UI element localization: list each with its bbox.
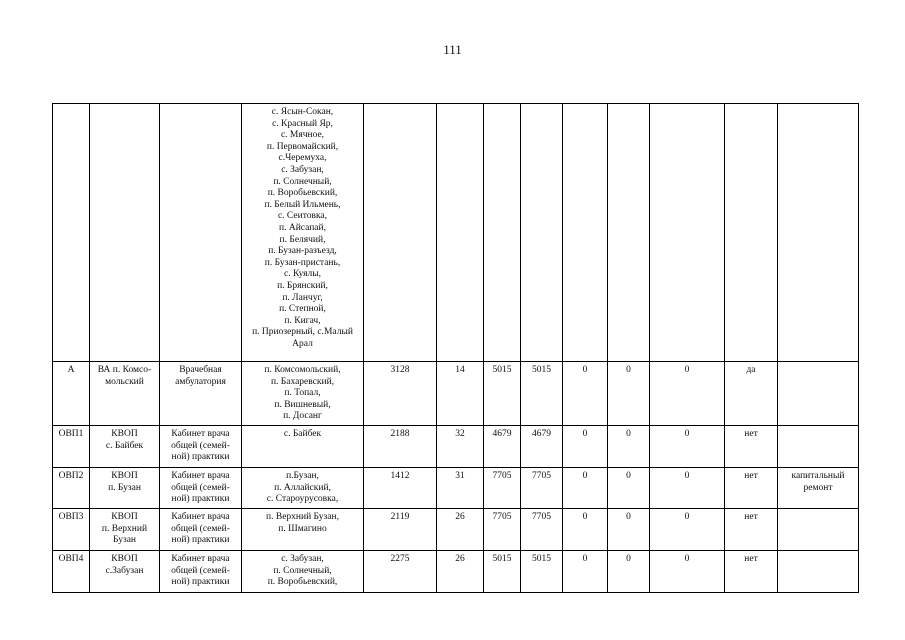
cell-c5 <box>650 104 725 362</box>
cell-type <box>160 104 242 362</box>
cell-code: ОВП1 <box>53 426 90 468</box>
cell-c1 <box>484 104 521 362</box>
table-row <box>53 551 859 593</box>
cell-population: 3128 <box>364 362 437 426</box>
table-row <box>53 104 859 362</box>
cell-c2: 7705 <box>521 509 563 551</box>
cell-note <box>778 509 859 551</box>
cell-note <box>778 426 859 468</box>
cell-c1: 7705 <box>484 509 521 551</box>
cell-c4: 0 <box>608 426 650 468</box>
table-row <box>53 468 859 509</box>
cell-name: КВОП с.Забузан <box>90 551 160 593</box>
cell-name: КВОП с. Байбек <box>90 426 160 468</box>
cell-population: 2275 <box>364 551 437 593</box>
cell-visits <box>437 104 484 362</box>
cell-code: ОВП3 <box>53 509 90 551</box>
cell-visits: 26 <box>437 509 484 551</box>
cell-population: 1412 <box>364 468 437 509</box>
cell-flag <box>725 104 778 362</box>
cell-c1: 5015 <box>484 551 521 593</box>
cell-c3: 0 <box>563 426 608 468</box>
cell-visits: 26 <box>437 551 484 593</box>
cell-c3: 0 <box>563 468 608 509</box>
cell-c2: 5015 <box>521 551 563 593</box>
cell-name: КВОП п. Верхний Бузан <box>90 509 160 551</box>
cell-c5: 0 <box>650 468 725 509</box>
cell-code: А <box>53 362 90 426</box>
cell-flag: нет <box>725 509 778 551</box>
table-row <box>53 509 859 551</box>
cell-flag: нет <box>725 468 778 509</box>
cell-c4: 0 <box>608 468 650 509</box>
cell-c5: 0 <box>650 551 725 593</box>
cell-settlements: с. Забузан, п. Солнечный, п. Воробьевский, <box>242 551 364 593</box>
cell-c3: 0 <box>563 509 608 551</box>
table-row <box>53 362 859 426</box>
cell-note <box>778 104 859 362</box>
cell-note <box>778 551 859 593</box>
cell-note <box>778 362 859 426</box>
cell-name <box>90 104 160 362</box>
cell-c4: 0 <box>608 362 650 426</box>
cell-c1: 5015 <box>484 362 521 426</box>
cell-visits: 31 <box>437 468 484 509</box>
cell-code: ОВП2 <box>53 468 90 509</box>
cell-settlements: с. Ясын-Сокан, с. Красный Яр, с. Мячное, п. Первомайский, с.Черемуха, с. Забузан, п. Солнечный, п. Воробьевский, п. Белый Ильмень, с. Сеитовка, п. Айсапай, п. Белячий, п. Бузан-разъезд, п. Бузан-пристань, с. Куялы, п. Брянский, п. Ланчуг, п. Степной, п. Кигач, п. Приозерный, с.Малый Арал <box>242 104 364 362</box>
cell-settlements: п.Бузан, п. Аллайский, с. Староурусовка, <box>242 468 364 509</box>
cell-type: Кабинет врача общей (семей- ной) практики <box>160 426 242 468</box>
table-row <box>53 426 859 468</box>
cell-note: капитальный ремонт <box>778 468 859 509</box>
cell-flag: нет <box>725 551 778 593</box>
cell-c2: 7705 <box>521 468 563 509</box>
cell-c2: 4679 <box>521 426 563 468</box>
cell-c1: 7705 <box>484 468 521 509</box>
cell-c1: 4679 <box>484 426 521 468</box>
cell-c2 <box>521 104 563 362</box>
cell-settlements: п. Комсомольский, п. Бахаревский, п. Топал, п. Вишневый, п. Досанг <box>242 362 364 426</box>
cell-c4: 0 <box>608 551 650 593</box>
cell-settlements: с. Байбек <box>242 426 364 468</box>
cell-c5: 0 <box>650 509 725 551</box>
table-body <box>53 104 859 593</box>
page-number: 111 <box>443 42 462 57</box>
cell-c3: 0 <box>563 551 608 593</box>
cell-visits: 14 <box>437 362 484 426</box>
cell-c5: 0 <box>650 426 725 468</box>
cell-type: Кабинет врача общей (семей- ной) практики <box>160 468 242 509</box>
cell-type: Кабинет врача общей (семей- ной) практики <box>160 551 242 593</box>
cell-c3 <box>563 104 608 362</box>
cell-type: Врачебная амбулатория <box>160 362 242 426</box>
cell-name: КВОП п. Бузан <box>90 468 160 509</box>
cell-c2: 5015 <box>521 362 563 426</box>
cell-c5: 0 <box>650 362 725 426</box>
cell-c4 <box>608 104 650 362</box>
cell-name: ВА п. Комсо- мольский <box>90 362 160 426</box>
cell-c3: 0 <box>563 362 608 426</box>
cell-flag: да <box>725 362 778 426</box>
cell-code <box>53 104 90 362</box>
cell-code: ОВП4 <box>53 551 90 593</box>
facilities-table <box>52 103 859 593</box>
cell-population <box>364 104 437 362</box>
cell-population: 2119 <box>364 509 437 551</box>
cell-flag: нет <box>725 426 778 468</box>
cell-visits: 32 <box>437 426 484 468</box>
cell-settlements: п. Верхний Бузан, п. Шмагино <box>242 509 364 551</box>
cell-population: 2188 <box>364 426 437 468</box>
cell-c4: 0 <box>608 509 650 551</box>
cell-type: Кабинет врача общей (семей- ной) практики <box>160 509 242 551</box>
